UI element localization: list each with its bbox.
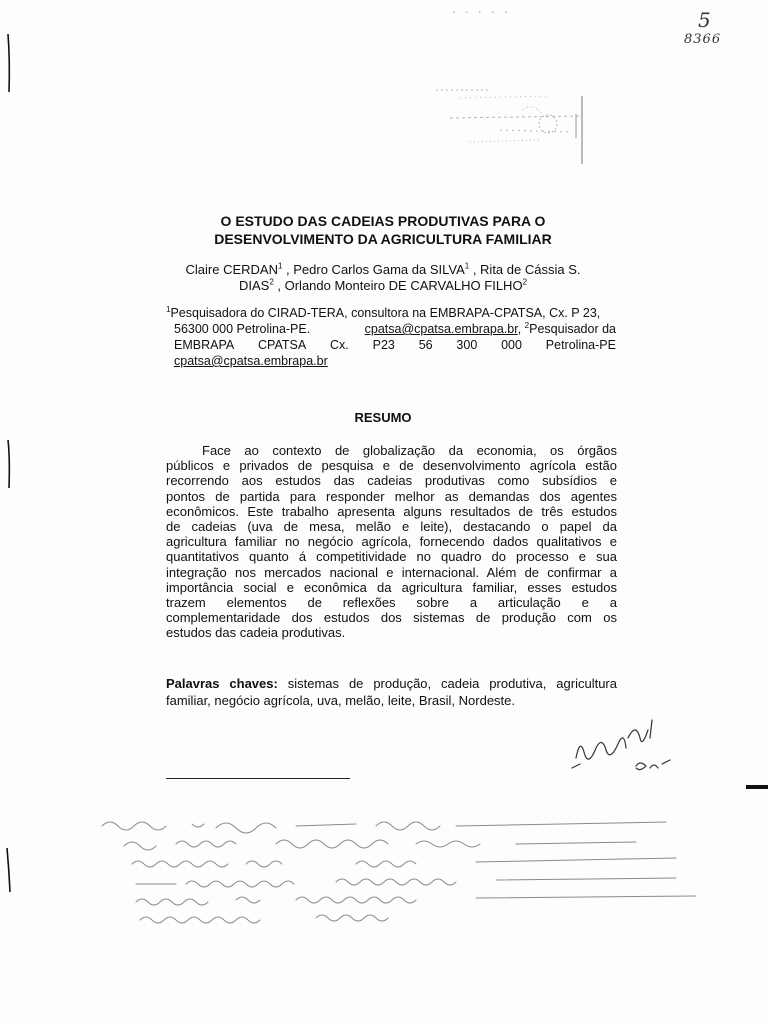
author-3: , Rita de Cássia S. <box>469 262 581 277</box>
abstract-line: estudos das cadeia produtivas. <box>166 625 346 641</box>
affil-line-2 <box>166 321 616 337</box>
affil-line-1 <box>166 305 616 321</box>
title-line-1: O ESTUDO DAS CADEIAS PRODUTIVAS PARA O <box>220 213 546 229</box>
abstract-line: de cadeias (uva de mesa, melão e leite), destacando o papel da <box>166 519 617 535</box>
affil-line-3-word: CPATSA <box>258 338 307 352</box>
affil-line-1-text <box>166 305 600 321</box>
authors-line-2 <box>140 278 626 294</box>
author-list <box>140 262 626 294</box>
keywords-label: Palavras chaves: <box>166 676 278 691</box>
abstract-line: importância social e econômica da agricultura familiar, esses estudos <box>166 579 617 595</box>
author-2-affil: 1 <box>464 261 470 271</box>
affil-line-3-word: 56 <box>418 338 433 352</box>
abstract-line: integração nos mercados nacional e internacional. Além de confirmar a <box>166 564 617 580</box>
author-4-affil: 2 <box>522 277 528 287</box>
abstract-line: complementaridade dos estudos dos sistemas de produção com os <box>166 610 617 626</box>
affiliations <box>166 305 616 369</box>
affil-line-3-word: 300 <box>456 338 478 352</box>
right-edge-mark <box>746 785 768 789</box>
handwritten-signature <box>566 708 686 784</box>
author-1-affil: 1 <box>277 261 283 271</box>
abstract-body <box>166 443 617 641</box>
affil-sup-1: 1 <box>166 304 171 314</box>
affil-line-3 <box>166 337 616 353</box>
affil-line-3-word: 000 <box>501 338 522 352</box>
affil-email-group <box>365 321 616 337</box>
archive-number <box>684 10 744 47</box>
email-link-1[interactable]: cpatsa@cpatsa.embrapa.br <box>364 322 518 336</box>
keywords-list-1: sistemas de produção, cadeia produtiva, agricultura <box>277 676 617 691</box>
author-3-surname: DIAS <box>238 278 270 293</box>
abstract-line: econômicos. Este trabalho apresenta alguns resultados de três estudos <box>166 503 617 519</box>
left-margin-marks <box>0 0 28 1024</box>
affil-1-text: Pesquisadora do CIRAD-TERA, consultora na EMBRAPA-CPATSA, Cx. P 23, <box>170 306 601 320</box>
abstract-line: pontos de partida para responder melhor as demandas dos agentes <box>166 488 617 504</box>
abstract-heading: RESUMO <box>354 410 412 425</box>
affil-line-3-word: Cx. <box>330 338 349 352</box>
keywords <box>166 675 617 709</box>
archive-number-big: 5 <box>698 8 711 32</box>
abstract-line: recorrendo aos estudos das cadeias produtivas como subsídios e <box>166 473 617 489</box>
faded-stamp <box>430 84 600 170</box>
affil-comma: , <box>517 322 522 336</box>
keywords-line-1 <box>166 675 617 692</box>
author-4: , Orlando Monteiro DE CARVALHO FILHO <box>273 278 523 293</box>
abstract-line: públicos e privados de pesquisa e de desenvolvimento agrícola estão <box>166 458 617 474</box>
scan-artifact-top: · · · · · <box>452 6 511 19</box>
affil-line-3-word: Petrolina-PE <box>545 338 616 352</box>
affil-sup-2: 2 <box>524 320 530 330</box>
abstract-line: trazem elementos de reflexões sobre a articulação e a <box>166 595 617 611</box>
authors-line-1 <box>140 262 626 278</box>
title-line-2: DESENVOLVIMENTO DA AGRICULTURA FAMILIAR <box>214 231 552 247</box>
affil-line-3-word: P23 <box>372 338 395 352</box>
footnote-rule <box>166 778 350 779</box>
author-3-affil: 2 <box>269 277 274 287</box>
author-1: Claire CERDAN <box>185 262 278 277</box>
author-2: , Pedro Carlos Gama da SILVA <box>282 262 465 277</box>
email-link-2[interactable]: cpatsa@cpatsa.embrapa.br <box>174 354 328 368</box>
archive-number-code: 8366 <box>684 32 722 47</box>
affil-location: 56300 000 Petrolina-PE. <box>174 322 311 336</box>
affil-line-3-word: EMBRAPA <box>174 338 235 352</box>
abstract-line: Face ao contexto de globalização da economia, os órgãos <box>202 443 617 458</box>
abstract-line: quantitativos quanto á competitividade no quadro do processo e sua <box>166 549 617 565</box>
affil-2-text: Pesquisador da <box>529 322 616 336</box>
abstract-line: agricultura familiar no negócio agrícola, fornecendo dados qualitativos e <box>166 534 617 550</box>
affil-line-4 <box>166 353 616 369</box>
handwritten-reference-note <box>96 814 736 934</box>
paper-title <box>140 212 626 248</box>
keywords-line-2: familiar, negócio agrícola, uva, melão, leite, Brasil, Nordeste. <box>166 693 516 708</box>
